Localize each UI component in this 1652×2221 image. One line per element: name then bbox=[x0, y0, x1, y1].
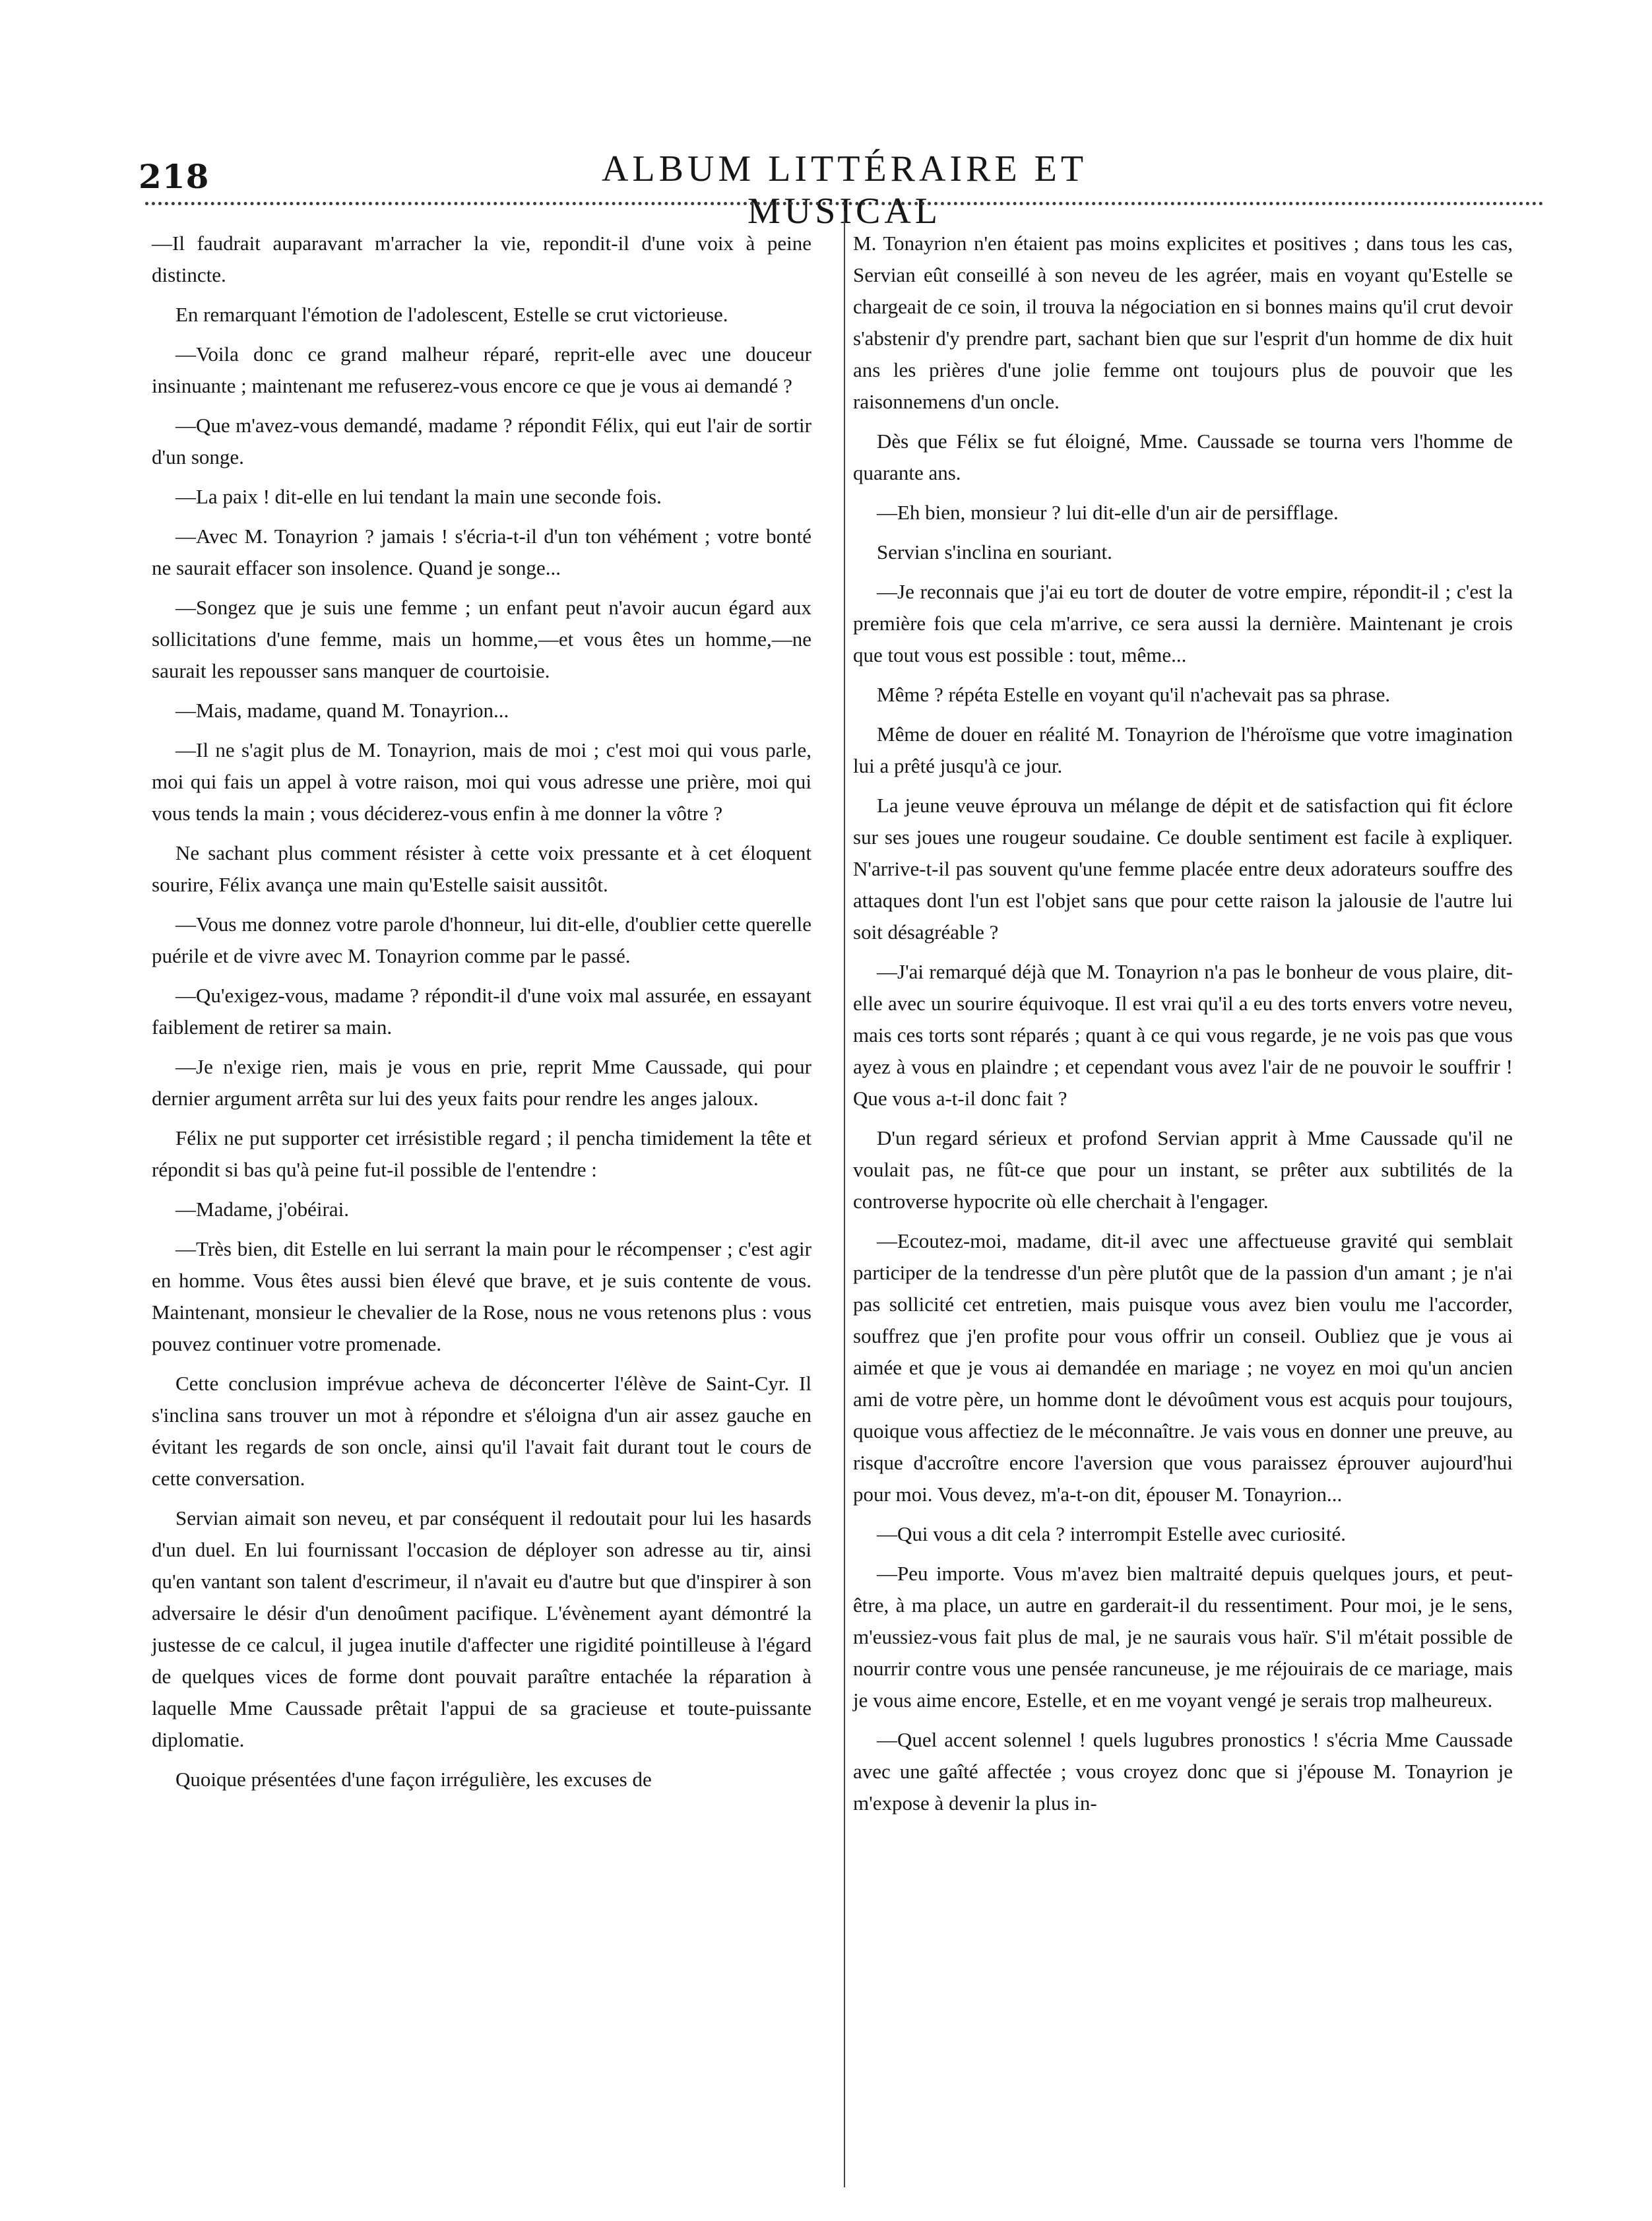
paragraph: —Il faudrait auparavant m'arracher la vie, repondit-il d'une voix à peine distincte. bbox=[152, 232, 811, 286]
paragraph: D'un regard sérieux et profond Servian apprit à Mme Caussade qu'il ne voulait pas, ne fût-ce que pour un instant, se prêter aux subtilités de la controverse hypocrite où elle cherchait à l'engager. bbox=[853, 1126, 1513, 1213]
paragraph: Servian aimait son neveu, et par conséquent il redoutait pour lui les hasards d'un duel. En lui fournissant l'occasion de déployer son adresse au tir, ainsi qu'en vantant son talent d'escrimeur, il n'avait eu d'autre but que d'inspirer à son adversaire le désir d'un denoûment pacifique. L'évènement ayant démontré la justesse de ce calcul, il jugea inutile d'affecter une rigidité pointilleuse à l'égard de quelques vices de forme dont pouvait paraître entachée la réparation à laquelle Mme Caussade prêtait l'appui de sa gracieuse et toute-puissante diplomatie. bbox=[152, 1506, 811, 1751]
paragraph: —Voila donc ce grand malheur réparé, reprit-elle avec une douceur insinuante ; maintenant me refuserez-vous encore ce que je vous ai demandé ? bbox=[152, 342, 811, 397]
paragraph: M. Tonayrion n'en étaient pas moins explicites et positives ; dans tous les cas, Servian eût conseillé à son neveu de les agréer, mais en voyant qu'Estelle se chargeait de ce soin, il trouva la négociation en si bonnes mains qu'il crut devoir s'abstenir d'y prendre part, sachant bien que sur l'esprit d'un homme de dix huit ans les prières d'une jolie femme ont toujours plus de pouvoir que les raisonnemens d'un oncle. bbox=[853, 232, 1513, 413]
paragraph: —Qu'exigez-vous, madame ? répondit-il d'une voix mal assurée, en essayant faiblement de retirer sa main. bbox=[152, 984, 811, 1039]
header-rule bbox=[145, 202, 1544, 205]
paragraph: Félix ne put supporter cet irrésistible regard ; il pencha timidement la tête et répondit si bas qu'à peine fut-il possible de l'entendre : bbox=[152, 1126, 811, 1181]
paragraph: —Songez que je suis une femme ; un enfant peut n'avoir aucun égard aux sollicitations d'une femme, mais un homme,—et vous êtes un homme,—ne saurait les repousser sans manquer de courtoisie. bbox=[152, 596, 811, 682]
paragraph: —Je reconnais que j'ai eu tort de douter de votre empire, répondit-il ; c'est la première fois que cela m'arrive, ce sera aussi la dernière. Maintenant je crois que tout vous est possible : tout, même... bbox=[853, 580, 1513, 666]
paragraph: —Peu importe. Vous m'avez bien maltraité depuis quelques jours, et peut-être, à ma place, un autre en garderait-il du ressentiment. Pour moi, je le sens, m'eussiez-vous fait plus de mal, je ne saurais vous haïr. S'il m'était possible de nourrir contre vous une pensée rancuneuse, je me réjouirais de ce mariage, mais je vous aime encore, Estelle, et en me voyant vengé je serais trop malheureux. bbox=[853, 1562, 1513, 1712]
paragraph: —Vous me donnez votre parole d'honneur, lui dit-elle, d'oublier cette querelle puérile et de vivre avec M. Tonayrion comme par le passé. bbox=[152, 913, 811, 967]
paragraph: —La paix ! dit-elle en lui tendant la main une seconde fois. bbox=[175, 485, 662, 508]
paragraph: —Quel accent solennel ! quels lugubres pronostics ! s'écria Mme Caussade avec une gaîté affectée ; vous croyez donc que si j'épouse M. Tonayrion je m'expose à devenir la plus in- bbox=[853, 1728, 1513, 1815]
column-divider bbox=[844, 211, 845, 2187]
paragraph: Quoique présentées d'une façon irrégulière, les excuses de bbox=[175, 1768, 652, 1791]
paragraph: —Que m'avez-vous demandé, madame ? répondit Félix, qui eut l'air de sortir d'un songe. bbox=[152, 414, 811, 468]
paragraph: —Très bien, dit Estelle en lui serrant la main pour le récompenser ; c'est agir en homme. Vous êtes aussi bien élevé que brave, et je suis contente de vous. Maintenant, monsieur le chevalier de la Rose, nous ne vous retenons plus : vous pouvez continuer votre promenade. bbox=[152, 1237, 811, 1355]
running-title: ALBUM LITTÉRAIRE ET MUSICAL bbox=[601, 148, 1088, 232]
paragraph: —Je n'exige rien, mais je vous en prie, reprit Mme Caussade, qui pour dernier argument arrêta sur lui des yeux faits pour rendre les anges jaloux. bbox=[152, 1055, 811, 1110]
paragraph: —Madame, j'obéirai. bbox=[175, 1198, 349, 1221]
paragraph: —Avec M. Tonayrion ? jamais ! s'écria-t-il d'un ton véhément ; votre bonté ne saurait effacer son insolence. Quand je songe... bbox=[152, 525, 811, 579]
paragraph: Ne sachant plus comment résister à cette voix pressante et à cet éloquent sourire, Félix avança une main qu'Estelle saisit aussitôt. bbox=[152, 841, 811, 896]
paragraph: —Eh bien, monsieur ? lui dit-elle d'un air de persifflage. bbox=[877, 501, 1339, 524]
paragraph: Cette conclusion imprévue acheva de déconcerter l'élève de Saint-Cyr. Il s'inclina sans trouver un mot à répondre et s'éloigna d'un air assez gauche en évitant les regards de son oncle, ainsi qu'il l'avait fait durant tout le cours de cette conversation. bbox=[152, 1372, 811, 1490]
paragraph: La jeune veuve éprouva un mélange de dépit et de satisfaction qui fit éclore sur ses joues une rougeur soudaine. Ce double sentiment est facile à expliquer. N'arrive-t-il pas souvent qu'une femme placée entre deux adorateurs souffre des attaques dont l'un est l'objet sans que pour cette raison la jalousie de l'autre lui soit désagréable ? bbox=[853, 794, 1513, 944]
paragraph: En remarquant l'émotion de l'adolescent, Estelle se crut victorieuse. bbox=[175, 303, 728, 326]
paragraph: Dès que Félix se fut éloigné, Mme. Caussade se tourna vers l'homme de quarante ans. bbox=[853, 430, 1513, 484]
paragraph: —Il ne s'agit plus de M. Tonayrion, mais de moi ; c'est moi qui vous parle, moi qui fais un appel à votre raison, moi qui vous adresse une prière, moi qui vous tends la main ; vous déciderez-vous enfin à me donner la vôtre ? bbox=[152, 738, 811, 825]
page-number: 218 bbox=[139, 157, 210, 196]
paragraph: Même de douer en réalité M. Tonayrion de l'héroïsme que votre imagination lui a prêté jusqu'à ce jour. bbox=[853, 723, 1513, 777]
right-column bbox=[853, 228, 1513, 1827]
paragraph: Même ? répéta Estelle en voyant qu'il n'achevait pas sa phrase. bbox=[877, 683, 1391, 706]
paragraph: Servian s'inclina en souriant. bbox=[877, 540, 1112, 563]
left-column bbox=[152, 228, 811, 1803]
paragraph: —Mais, madame, quand M. Tonayrion... bbox=[175, 699, 509, 722]
paragraph: —Ecoutez-moi, madame, dit-il avec une affectueuse gravité qui semblait participer de la tendresse d'un père plutôt que de la passion d'un amant ; je n'ai pas sollicité cet entretien, mais puisque vous avez bien voulu me l'accorder, souffrez que j'en profite pour vous offrir un conseil. Oubliez que je vous ai aimée et que je vous ai demandée en mariage ; ne voyez en moi qu'un ancien ami de votre père, un homme dont le dévoûment vous est acquis pour toujours, quoique vous affectiez de le méconnaître. Je vais vous en donner une preuve, au risque d'accroître encore l'aversion que vous paraissez éprouver aujourd'hui pour moi. Vous devez, m'a-t-on dit, épouser M. Tonayrion... bbox=[853, 1229, 1513, 1506]
paragraph: —J'ai remarqué déjà que M. Tonayrion n'a pas le bonheur de vous plaire, dit-elle avec un sourire équivoque. Il est vrai qu'il a eu des torts envers votre neveu, mais ces torts sont réparés ; quant à ce qui vous regarde, je ne vois pas que vous ayez à vous en plaindre ; et cependant vous avez l'air de ne pouvoir le souffrir ! Que vous a-t-il donc fait ? bbox=[853, 960, 1513, 1110]
paragraph: —Qui vous a dit cela ? interrompit Estelle avec curiosité. bbox=[877, 1522, 1347, 1545]
